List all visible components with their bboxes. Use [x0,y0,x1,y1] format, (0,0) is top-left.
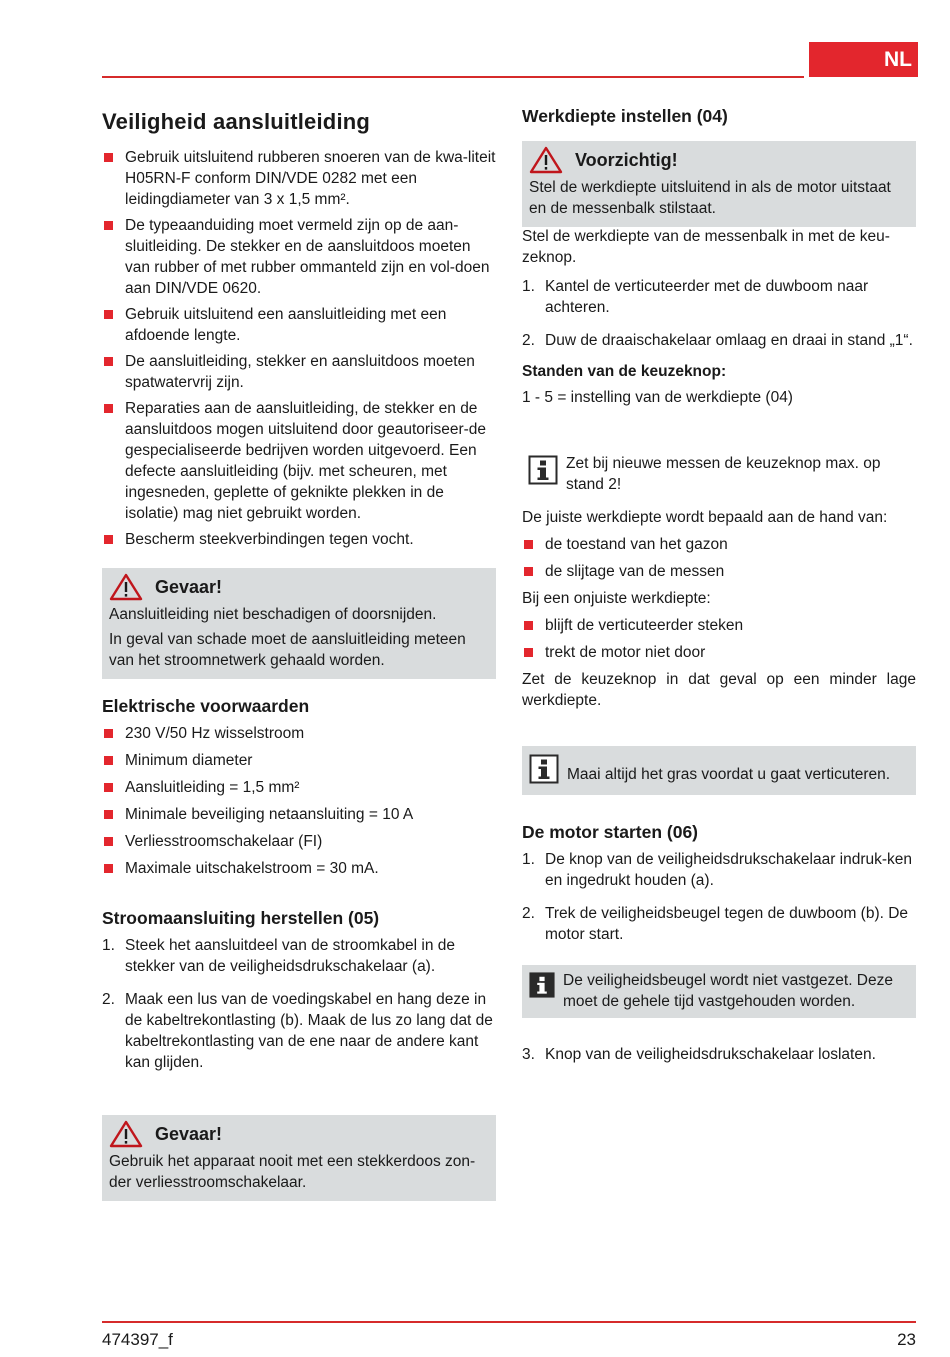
step-text: De knop van de veiligheidsdrukschakelaar indruk-ken en ingedrukt houden (a). [545,851,913,889]
left-column [102,104,496,555]
depth-steps [522,276,916,351]
wrong-depth-outro: Zet de keuzeknop in dat geval op een minder lage werkdiepte. [522,671,916,709]
danger-heading [109,1120,489,1148]
warning-triangle-icon [529,146,563,174]
list-item: De aansluitleiding, stekker en aansluitdoos moeten spatwatervrij zijn. [102,351,496,393]
danger-title: Gevaar! [155,576,223,597]
info-box-bracket [522,965,916,1018]
list-item: Minimale beveiliging netaansluiting = 10 A [102,804,496,825]
list-item [102,935,496,977]
info-box [529,752,909,785]
list-item [522,903,916,945]
step-text: Kantel de verticuteerder met de duwboom naar achteren. [545,278,869,316]
info-icon [528,455,558,485]
electrical-list [102,723,496,879]
step-text: Maak een lus van de voedingskabel en hang deze in de kabeltrekontlasting (b). Maak de lus zo lang dat de kabeltrekontlasting van de ene naar de andere kant kan glijden. [125,991,493,1071]
caution-heading [529,146,909,174]
document-number: 474397_f [102,1330,173,1349]
depth-instructions [522,226,916,414]
list-item [102,989,496,1073]
step-text: Trek de veiligheidsbeugel tegen de duwboom (b). De motor start. [545,905,909,943]
step-number: 1. [522,851,535,868]
list-item: Gebruik uitsluitend een aansluitleiding met een afdoende lengte. [102,304,496,346]
step-text: Knop van de veiligheidsdrukschakelaar loslaten. [545,1046,876,1063]
footer-rule [102,1321,916,1323]
caution-box [522,141,916,227]
info-note-new-blades [522,452,916,495]
list-item: De typeaanduiding moet vermeld zijn op de aan-sluitleiding. De stekker en de aansluitdoos moeten van rubber of met rubber ommanteld zijn en vol-doen aan DIN/VDE 0620. [102,215,496,299]
danger-text: In geval van schade moet de aansluitleiding meteen van het stroomnetwerk gehaald worden. [109,631,466,669]
step-text: Steek het aansluitdeel van de stroomkabel in de stekker van de veiligheidsdrukschakelaar (a). [125,937,456,975]
depth-criteria [522,507,916,717]
wrong-depth-intro: Bij een onjuiste werkdiepte: [522,590,711,607]
motor-steps [522,849,916,945]
list-item: Maximale uitschakelstroom = 30 mA. [102,858,496,879]
cable-safety-list [102,147,496,550]
list-item: Bescherm steekverbindingen tegen vocht. [102,529,496,550]
step-number: 2. [522,332,535,349]
danger-heading [109,573,489,601]
section-title-power: Stroomaansluiting herstellen (05) [102,908,380,928]
criteria-list [522,534,916,582]
power-section [102,908,496,1085]
warning-triangle-icon [109,1120,143,1148]
language-tab [809,42,918,77]
section-title-cable-safety: Veiligheid aansluitleiding [102,109,371,134]
list-item: Aansluitleiding = 1,5 mm² [102,777,496,798]
section-title-electrical: Elektrische voorwaarden [102,696,310,716]
list-item [522,330,916,351]
list-item: trekt de motor niet door [522,642,916,663]
step-number: 1. [522,278,535,295]
motor-step-3 [522,1044,916,1077]
list-item: Verliesstroomschakelaar (FI) [102,831,496,852]
step-text: Duw de draaischakelaar omlaag en draai in stand „1“. [545,332,913,349]
info-icon [529,754,559,784]
danger-text: Gebruik het apparaat nooit met een stekkerdoos zon-der verliesstroomschakelaar. [109,1153,476,1191]
list-item: de toestand van het gazon [522,534,916,555]
danger-title: Gevaar! [155,1123,223,1144]
list-item [522,276,916,318]
depth-section [522,106,916,133]
list-item: Gebruik uitsluitend rubberen snoeren van de kwa-liteit H05RN-F conform DIN/VDE 0282 met een leidingdiameter van 3 x 1,5 mm². [102,147,496,210]
list-item [522,849,916,891]
wrong-depth-list [522,615,916,663]
info-text: Zet bij nieuwe messen de keuzeknop max. op stand 2! [566,455,881,493]
section-title-motor: De motor starten (06) [522,822,699,842]
info-box [522,452,916,495]
list-item: Reparaties aan de aansluitleiding, de stekker en de aansluitdoos mogen uitsluitend door geautoriseer-de gespecialiseerde bedrijven worden uitgevoerd. Een defecte aansluitleiding (bijv. met scheuren, met ingesneden, geplette of geknikte plekken in de isolatie) mag niet gebruikt worden. [102,398,496,524]
step-number: 1. [102,937,115,954]
list-item: de slijtage van de messen [522,561,916,582]
language-label: NL [884,47,912,71]
power-steps [102,935,496,1073]
caution-text: Stel de werkdiepte uitsluitend in als de motor uitstaat en de messenbalk stilstaat. [529,179,891,217]
info-box-mow-first [522,746,916,795]
depth-intro: Stel de werkdiepte van de messenbalk in met de keu-zeknop. [522,228,890,266]
info-box [529,970,909,1012]
list-item: 230 V/50 Hz wisselstroom [102,723,496,744]
motor-steps-continued [522,1044,916,1065]
warning-triangle-icon [109,573,143,601]
electrical-section [102,696,496,885]
header-rule [102,76,804,78]
criteria-intro: De juiste werkdiepte wordt bepaald aan de hand van: [522,509,888,526]
info-text: Maai altijd het gras voordat u gaat verticuteren. [567,766,891,783]
page-number: 23 [897,1330,916,1349]
step-number: 2. [522,905,535,922]
knob-positions-text: 1 - 5 = instelling van de werkdiepte (04) [522,389,793,406]
knob-positions-title: Standen van de keuzeknop: [522,363,727,380]
step-number: 3. [522,1046,535,1063]
info-text: De veiligheidsbeugel wordt niet vastgezet. Deze moet de gehele tijd vastgehouden worden. [563,972,893,1010]
step-number: 2. [102,991,115,1008]
list-item [522,1044,916,1065]
list-item: Minimum diameter [102,750,496,771]
danger-box-socket [102,1115,496,1201]
caution-title: Voorzichtig! [575,149,678,170]
danger-text: Aansluitleiding niet beschadigen of doorsnijden. [109,606,437,623]
info-icon [529,972,555,998]
motor-section [522,822,916,957]
section-title-depth: Werkdiepte instellen (04) [522,106,728,126]
danger-box-cable [102,568,496,679]
list-item: blijft de verticuteerder steken [522,615,916,636]
